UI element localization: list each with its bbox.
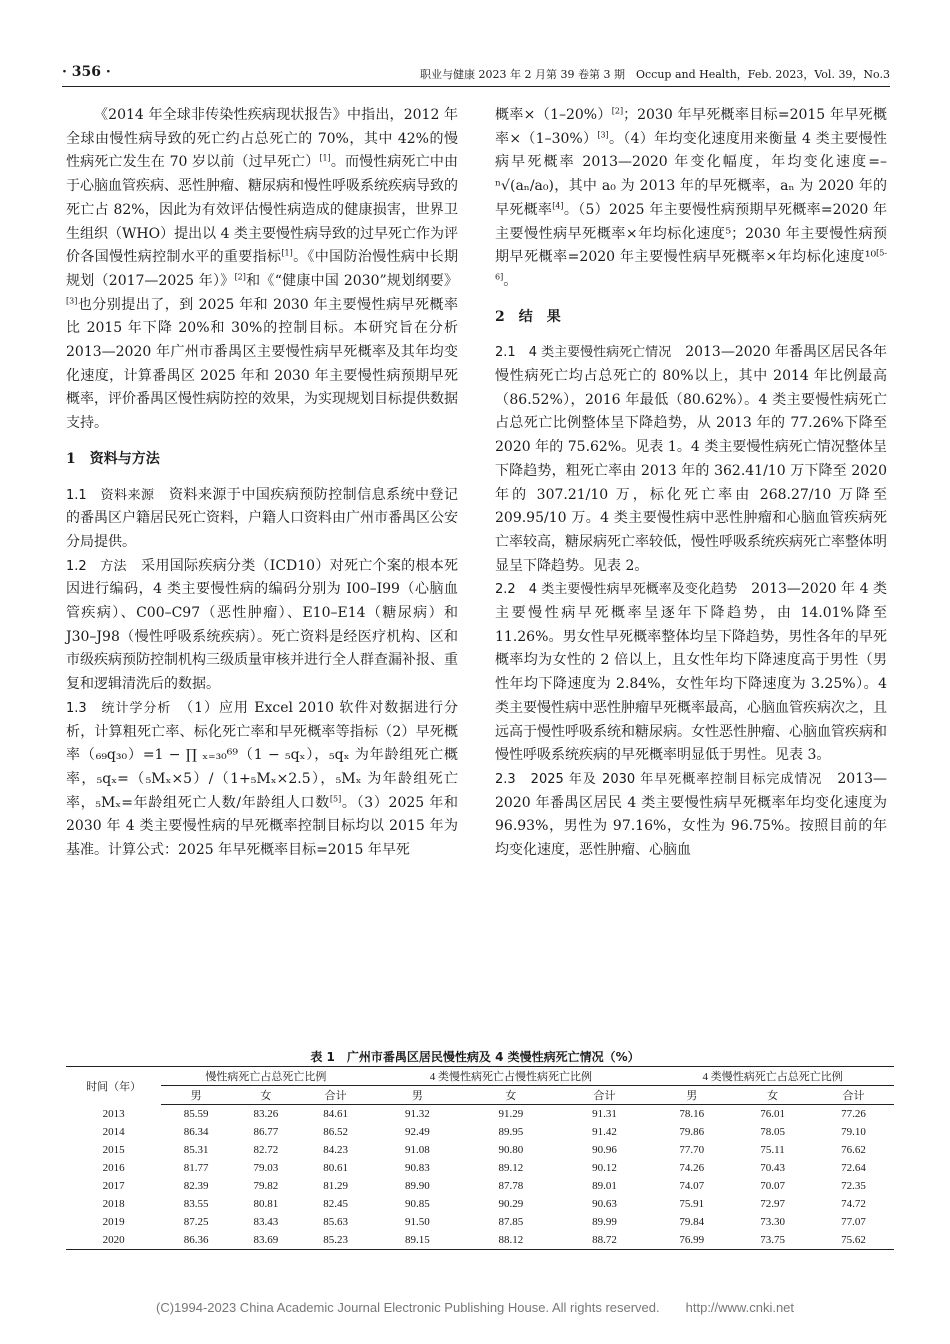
value-cell: 90.12 [592, 1162, 617, 1174]
subheading-1-3: 1.3 统计学分析 [66, 700, 172, 716]
subheader-cell: 合计 [813, 1086, 894, 1105]
value-cell: 74.26 [679, 1162, 705, 1174]
value-cell: 70.07 [760, 1180, 785, 1192]
value-cell: 91.29 [498, 1108, 524, 1120]
value-cell: 79.84 [679, 1216, 705, 1228]
value-cell: 74.07 [679, 1180, 705, 1192]
value-cell: 85.63 [323, 1216, 348, 1228]
paragraph-2-1: 2.1 4 类主要慢性病死亡情况 2013—2020 年番禺区居民各年慢性病死亡均占总死亡的 80%以上，其中 2014 年比例最高（86.52%），2016 年最低（80.62%）。4 类主要慢性病死亡占总死亡比例整体呈下降趋势，从 2013 年的 77.26%下降至 2020 年的 75.62%。见表 1。4 类主要慢性病死亡情况整体呈下降趋势，粗死亡率由 2013 年的 362.41/10 万下降至 2020 年的 307.21/10 万，标化死亡率由 268.27/10 万降至 209.95/10 万。4 类主要慢性病中恶性肿瘤和心脑血管疾病死亡率较高，糖尿病死亡率较低，慢性呼吸系统疾病死亡率整体明显呈下降趋势。见表 2。 [495, 344, 887, 574]
value-cell: 80.81 [253, 1198, 279, 1210]
value-cell: 90.63 [592, 1198, 617, 1210]
value-cell: 91.32 [404, 1108, 430, 1120]
subheading-2-2: 2.2 4 类主要慢性病早死概率及变化趋势 [495, 582, 738, 598]
value-cell: 89.15 [371, 1231, 465, 1250]
value-cell: 90.96 [592, 1144, 617, 1156]
value-cell: 75.11 [760, 1144, 785, 1156]
value-cell: 73.75 [732, 1231, 813, 1250]
group-header: 慢性病死亡占总死亡比例 [161, 1067, 370, 1086]
subheading-2-1: 2.1 4 类主要慢性病死亡情况 [495, 345, 672, 361]
subheading-1-1: 1.1 资料来源 [66, 487, 155, 503]
subheader-cell: 女 [732, 1086, 813, 1105]
group-header: 4 类慢性病死亡占慢性病死亡比例 [371, 1067, 652, 1086]
year-cell: 2019 [102, 1216, 125, 1228]
value-cell: 87.78 [498, 1180, 524, 1192]
subheader-cell: 合计 [301, 1086, 371, 1105]
running-header [62, 64, 890, 87]
table-caption: 表 1 广州市番禺区居民慢性病及 4 类慢性病死亡情况（%） [310, 1050, 640, 1064]
value-cell: 91.31 [592, 1108, 617, 1120]
value-cell: 86.36 [161, 1231, 231, 1250]
year-cell: 2020 [66, 1231, 161, 1250]
paragraph-1-1: 1.1 资料来源 资料来源于中国疾病预防控制信息系统中登记的番禺区户籍居民死亡资料，户籍人口资料由广州市番禺区公安分局提供。 [66, 486, 459, 550]
value-cell: 86.52 [323, 1126, 348, 1138]
subheading-2-3: 2.3 2025 年及 2030 年早死概率控制目标完成情况 [495, 771, 823, 787]
table-row [66, 1195, 894, 1213]
value-cell: 76.62 [841, 1144, 866, 1156]
value-cell: 86.34 [183, 1126, 209, 1138]
value-cell: 85.31 [183, 1144, 209, 1156]
subheader-row [66, 1086, 894, 1105]
subheader-cell: 男 [651, 1086, 732, 1105]
value-cell: 73.30 [760, 1216, 785, 1228]
right-column [495, 104, 887, 863]
paragraph-1-2: 1.2 方法 采用国际疾病分类（ICD10）对死亡个案的根本死因进行编码，4 类主要慢性病的编码分别为 I00–I99（心脑血管疾病）、C00–C97（恶性肿瘤）、E10–E14（糖尿病）和 J30–J98（慢性呼吸系统疾病）。死亡资料是经医疗机构、区和市级疾病预防控制机构三级质量审核并进行全人群查漏补报、重复和逻辑清洗后的数据。 [66, 557, 458, 693]
table-row [66, 1231, 894, 1250]
value-cell: 90.83 [404, 1162, 430, 1174]
value-cell: 77.07 [841, 1216, 866, 1228]
value-cell: 89.90 [404, 1180, 430, 1192]
subheader-cell: 男 [161, 1086, 231, 1105]
value-cell: 77.26 [841, 1108, 866, 1120]
year-cell: 2016 [102, 1162, 125, 1174]
value-cell: 83.26 [253, 1108, 279, 1120]
value-cell: 88.72 [558, 1231, 652, 1250]
value-cell: 75.91 [679, 1198, 705, 1210]
value-cell: 83.55 [183, 1198, 209, 1210]
value-cell: 76.01 [760, 1108, 785, 1120]
value-cell: 91.08 [404, 1144, 430, 1156]
subheader-cell: 女 [231, 1086, 301, 1105]
value-cell: 86.77 [253, 1126, 279, 1138]
value-cell: 82.45 [323, 1198, 348, 1210]
value-cell: 82.72 [253, 1144, 279, 1156]
value-cell: 74.72 [841, 1198, 866, 1210]
value-cell: 79.03 [253, 1162, 279, 1174]
year-cell: 2013 [102, 1107, 125, 1120]
value-cell: 89.95 [498, 1126, 524, 1138]
value-cell: 92.49 [404, 1126, 430, 1138]
value-cell: 83.43 [253, 1216, 279, 1228]
value-cell: 91.42 [592, 1126, 617, 1138]
table-row [66, 1123, 894, 1141]
value-cell: 82.39 [183, 1180, 209, 1192]
value-cell: 84.23 [323, 1144, 348, 1156]
value-cell: 78.16 [679, 1108, 705, 1120]
value-cell: 91.50 [404, 1216, 430, 1228]
intro-paragraph: 《2014 年全球非传染性疾病现状报告》中指出，2012 年全球由慢性病导致的死亡约占总死亡的 70%，其中 42%的慢性病死亡发生在 70 岁以前（过早死亡）[1]。而慢性病死亡中由于心脑血管疾病、恶性肿瘤、糖尿病和慢性呼吸系统疾病导致的死亡占 82%，因此为有效评估慢性病造成的健康损害，世界卫生组织（WHO）提出以 4 类主要慢性病导致的过早死亡作为评价各国慢性病控制水平的重要指标[1]。《中国防治慢性病中长期规划（2017—2025 年）》[2]和《“健康中国 2030”规划纲要》[3]也分别提出了，到 2025 年和 2030 年主要慢性病早死概率比 2015 年下降 20%和 30%的控制目标。本研究旨在分析 2013—2020 年广州市番禺区主要慢性病早死概率及其年均变化速度，计算番禺区 2025 年和 2030 年主要慢性病预期早死概率，评价番禺区慢性病防控的效果，为实现规划目标提供数据支持。 [66, 107, 459, 432]
value-cell: 90.85 [404, 1198, 430, 1210]
value-cell: 80.61 [323, 1162, 348, 1174]
year-cell: 2015 [102, 1144, 125, 1156]
page-number: · 356 · [62, 64, 111, 80]
value-cell: 72.64 [841, 1162, 866, 1174]
value-cell: 70.43 [760, 1162, 785, 1174]
value-cell: 84.61 [323, 1108, 348, 1120]
table-body [66, 1105, 894, 1250]
paragraph-1-3: 1.3 统计学分析 （1）应用 Excel 2010 软件对数据进行分析，计算粗死亡率、标化死亡率和早死概率等指标（2）早死概率（₆₉q₃₀）=1 − ∏ ₓ₌₃₀⁶⁹（1 − ₅qₓ），₅qₓ 为年龄组死亡概率，₅qₓ=（₅Mₓ×5）/（1+₅Mₓ×2.5），₅Mₓ 为年龄组死亡率，₅Mₓ=年龄组死亡人数/年龄组人口数[5]。（3）2025 年和 2030 年 4 类主要慢性病的早死概率控制目标均以 2015 年为基准。计算公式：2025 年早死概率目标=2015 年早死 [66, 699, 458, 859]
subheader-cell: 女 [464, 1086, 558, 1105]
value-cell: 77.70 [679, 1144, 705, 1156]
value-cell: 83.69 [231, 1231, 301, 1250]
value-cell: 85.23 [301, 1231, 371, 1250]
journal-info: 职业与健康 2023 年 2 月第 39 卷第 3 期 Occup and Health，Feb. 2023，Vol. 39，No.3 [420, 68, 890, 81]
table-row [66, 1105, 894, 1124]
value-cell: 81.77 [183, 1162, 209, 1174]
value-cell: 72.97 [760, 1198, 785, 1210]
value-cell: 89.01 [592, 1180, 617, 1192]
table-row [66, 1177, 894, 1195]
value-cell: 79.86 [679, 1126, 705, 1138]
value-cell: 87.25 [183, 1216, 209, 1228]
table-row [66, 1213, 894, 1231]
value-cell: 89.12 [498, 1162, 524, 1174]
value-cell: 81.29 [323, 1180, 348, 1192]
table-row [66, 1159, 894, 1177]
value-cell: 90.29 [498, 1198, 524, 1210]
value-cell: 75.62 [813, 1231, 894, 1250]
year-cell: 2017 [102, 1180, 125, 1192]
subheading-1-2: 1.2 方法 [66, 558, 127, 574]
paragraph-2-2: 2.2 4 类主要慢性病早死概率及变化趋势 2013—2020 年 4 类主要慢性病早死概率呈逐年下降趋势，由 14.01%降至 11.26%。男女性早死概率整体均呈下降趋势，男性各年的早死概率均为女性的 2 倍以上，且女性年均下降速度高于男性（男性年均下降速度为 2.84%，女性年均下降速度为 3.25%）。4 类主要慢性病中恶性肿瘤早死概率最高，心脑血管疾病次之，且远高于慢性呼吸系统和糖尿病。女性恶性肿瘤、心脑血管疾病和慢性呼吸系统疾病的早死概率明显低于男性。见表 3。 [495, 581, 888, 764]
value-cell: 79.82 [253, 1180, 279, 1192]
value-cell: 88.12 [464, 1231, 558, 1250]
value-cell: 72.35 [841, 1180, 866, 1192]
data-table [66, 1066, 894, 1250]
value-cell: 85.59 [183, 1108, 209, 1120]
table-row [66, 1141, 894, 1159]
value-cell: 87.85 [498, 1216, 524, 1228]
copyright-footer: (C)1994-2023 China Academic Journal Electronic Publishing House. All rights reserved. http://www.cnki.net [155, 1300, 795, 1315]
subheader-cell: 男 [371, 1086, 465, 1105]
section-heading-results: 2 结 果 [495, 308, 561, 325]
year-cell: 2014 [102, 1126, 125, 1138]
paragraph-2-3: 2.3 2025 年及 2030 年早死概率控制目标完成情况 2013—2020 年番禺区居民 4 类主要慢性病早死概率年均变化速度为 96.93%，男性为 97.16%，女性为 96.75%。按照目前的年均变化速度，恶性肿瘤、心脑血 [495, 770, 887, 859]
value-cell: 89.99 [592, 1216, 617, 1228]
section-heading-methods: 1 资料与方法 [66, 450, 160, 467]
value-cell: 76.99 [651, 1231, 732, 1250]
group-header: 4 类慢性病死亡占总死亡比例 [651, 1067, 894, 1086]
value-cell: 90.80 [498, 1144, 524, 1156]
year-header: 时间（年） [66, 1067, 161, 1105]
value-cell: 79.10 [841, 1126, 866, 1138]
subheader-cell: 合计 [558, 1086, 652, 1105]
left-column [66, 104, 458, 863]
year-cell: 2018 [102, 1198, 125, 1210]
formula-paragraph: 概率×（1–20%）[2]；2030 年早死概率目标=2015 年早死概率×（1–30%）[3]。（4）年均变化速度用来衡量 4 类主要慢性病早死概率 2013—2020 年变化幅度，年均变化速度=–ⁿ√(aₙ/a₀)，其中 a₀ 为 2013 年的早死概率，aₙ 为 2020 年的早死概率[4]。（5）2025 年主要慢性病预期早死概率=2020 年主要慢性病早死概率×年均标化速度⁵；2030 年主要慢性病预期早死概率=2020 年主要慢性病早死概率×年均标化速度¹⁰[5-6]。 [495, 106, 888, 289]
value-cell: 78.05 [760, 1126, 785, 1138]
